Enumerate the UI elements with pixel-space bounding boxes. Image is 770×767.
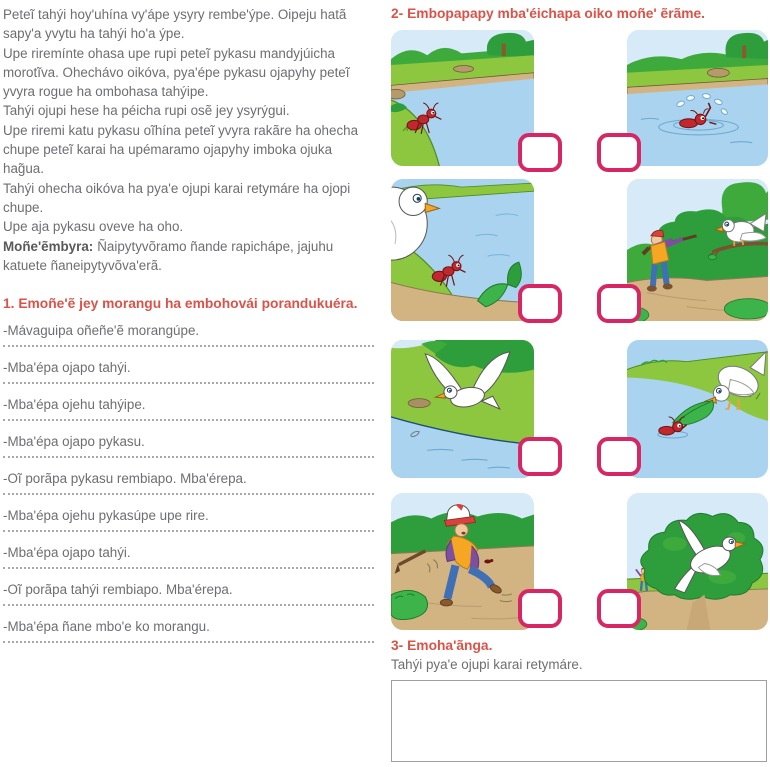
panel-dove-flies-away-illustration (627, 493, 768, 630)
question-line: -Mávaguipa oñeñe'ẽ morangúpe. (3, 323, 200, 339)
panel-hunter-aiming-illustration (627, 179, 768, 321)
story-paragraph: Peteĩ tahýi hoy'uhína vy'ápe ysyry rembe'ýpe. Oipeju hatã sapy'a yvytu ha tahýi ho'a ýpe. (3, 7, 347, 42)
drawing-box[interactable] (391, 680, 767, 762)
answer-box-2[interactable] (597, 133, 641, 172)
question-line: -Oĩ porãpa tahýi rembiapo. Mba'érepa. (3, 582, 233, 598)
answer-line[interactable] (3, 604, 374, 606)
story-paragraph: Tahýi ohecha oikóva ha pya'e ojupi karai retymáre ha ojopi chupe. (3, 180, 351, 215)
question-block (3, 470, 374, 507)
question-block (3, 544, 374, 581)
panel-dove-flying-illustration (391, 340, 534, 478)
answer-box-4[interactable] (597, 284, 641, 323)
answer-line[interactable] (3, 641, 374, 643)
exercise3-caption: Tahýi pya'e ojupi karai retymáre. (391, 657, 583, 672)
question-block (3, 396, 374, 433)
answer-line[interactable] (3, 567, 374, 569)
question-block (3, 618, 374, 655)
panel-hunter-bitten-illustration (391, 493, 534, 630)
question-line: -Mba'épa ojapo tahýi. (3, 360, 131, 376)
story-moral (3, 237, 374, 276)
panel-dove-offers-leaf-illustration (627, 340, 768, 478)
question-block (3, 433, 374, 470)
question-block (3, 581, 374, 618)
answer-box-3[interactable] (518, 284, 562, 323)
story-paragraph: Upe riremínte ohasa upe rupi peteĩ pykasu mandyjúicha morotĩva. Ohechávo oikóva, pya'épe pykasu ojapyhy peteĩ yvyra rogue ha ombohasa tahýipe. (3, 45, 350, 100)
exercise2-title: 2- Embopapapy mba'éichapa oiko moñe' ẽrãme. (391, 6, 706, 21)
question-block (3, 359, 374, 396)
panel-dove-sees-ant-illustration (391, 179, 534, 321)
question-line: -Mba'épa ojapo pykasu. (3, 434, 145, 450)
answer-line[interactable] (3, 456, 374, 458)
answer-line[interactable] (3, 493, 374, 495)
moral-text: Ñaipytyvõramo ñande rapichápe, jajuhu katuete ñaneipytyvõva'erã. (3, 238, 334, 273)
question-line: -Mba'épa ojehu pykasúpe upe rire. (3, 508, 209, 524)
answer-line[interactable] (3, 345, 374, 347)
exercise1-title: 1. Emoñe'ẽ jey morangu ha embohovái porandukuéra. (3, 296, 358, 312)
question-block (3, 507, 374, 544)
question-line: -Mba'épa ojapo tahýi. (3, 545, 131, 561)
answer-box-5[interactable] (518, 437, 562, 476)
left-column (3, 5, 374, 655)
story-text (3, 5, 374, 275)
exercise3-title: 3- Emoha'ãnga. (391, 638, 493, 653)
answer-line[interactable] (3, 382, 374, 384)
answer-box-6[interactable] (597, 437, 641, 476)
story-paragraph: Upe riremi katu pykasu oĩhína peteĩ yvyra rakãre ha ohecha chupe peteĩ karai ha upémaramo ojapyhy imboka ojuka hag̃ua. (3, 122, 359, 177)
answer-line[interactable] (3, 419, 374, 421)
story-paragraph: Tahýi ojupi hese ha péicha rupi osẽ jey ysyrýgui. (3, 103, 290, 119)
story-paragraph: Upe aja pykasu oveve ha oho. (3, 219, 184, 235)
question-line: -Oĩ porãpa pykasu rembiapo. Mba'érepa. (3, 471, 247, 487)
panel-ant-drinking-illustration (391, 30, 534, 166)
answer-box-7[interactable] (518, 589, 562, 628)
question-line: -Mba'épa ñane mbo'e ko morangu. (3, 619, 210, 635)
question-block (3, 322, 374, 359)
panel-ant-in-water-illustration (627, 30, 768, 166)
answer-box-1[interactable] (518, 133, 562, 172)
moral-label: Moñe'ẽmbyra: (3, 238, 94, 254)
answer-line[interactable] (3, 530, 374, 532)
answer-box-8[interactable] (597, 589, 641, 628)
question-line: -Mba'épa ojehu tahýipe. (3, 397, 146, 413)
